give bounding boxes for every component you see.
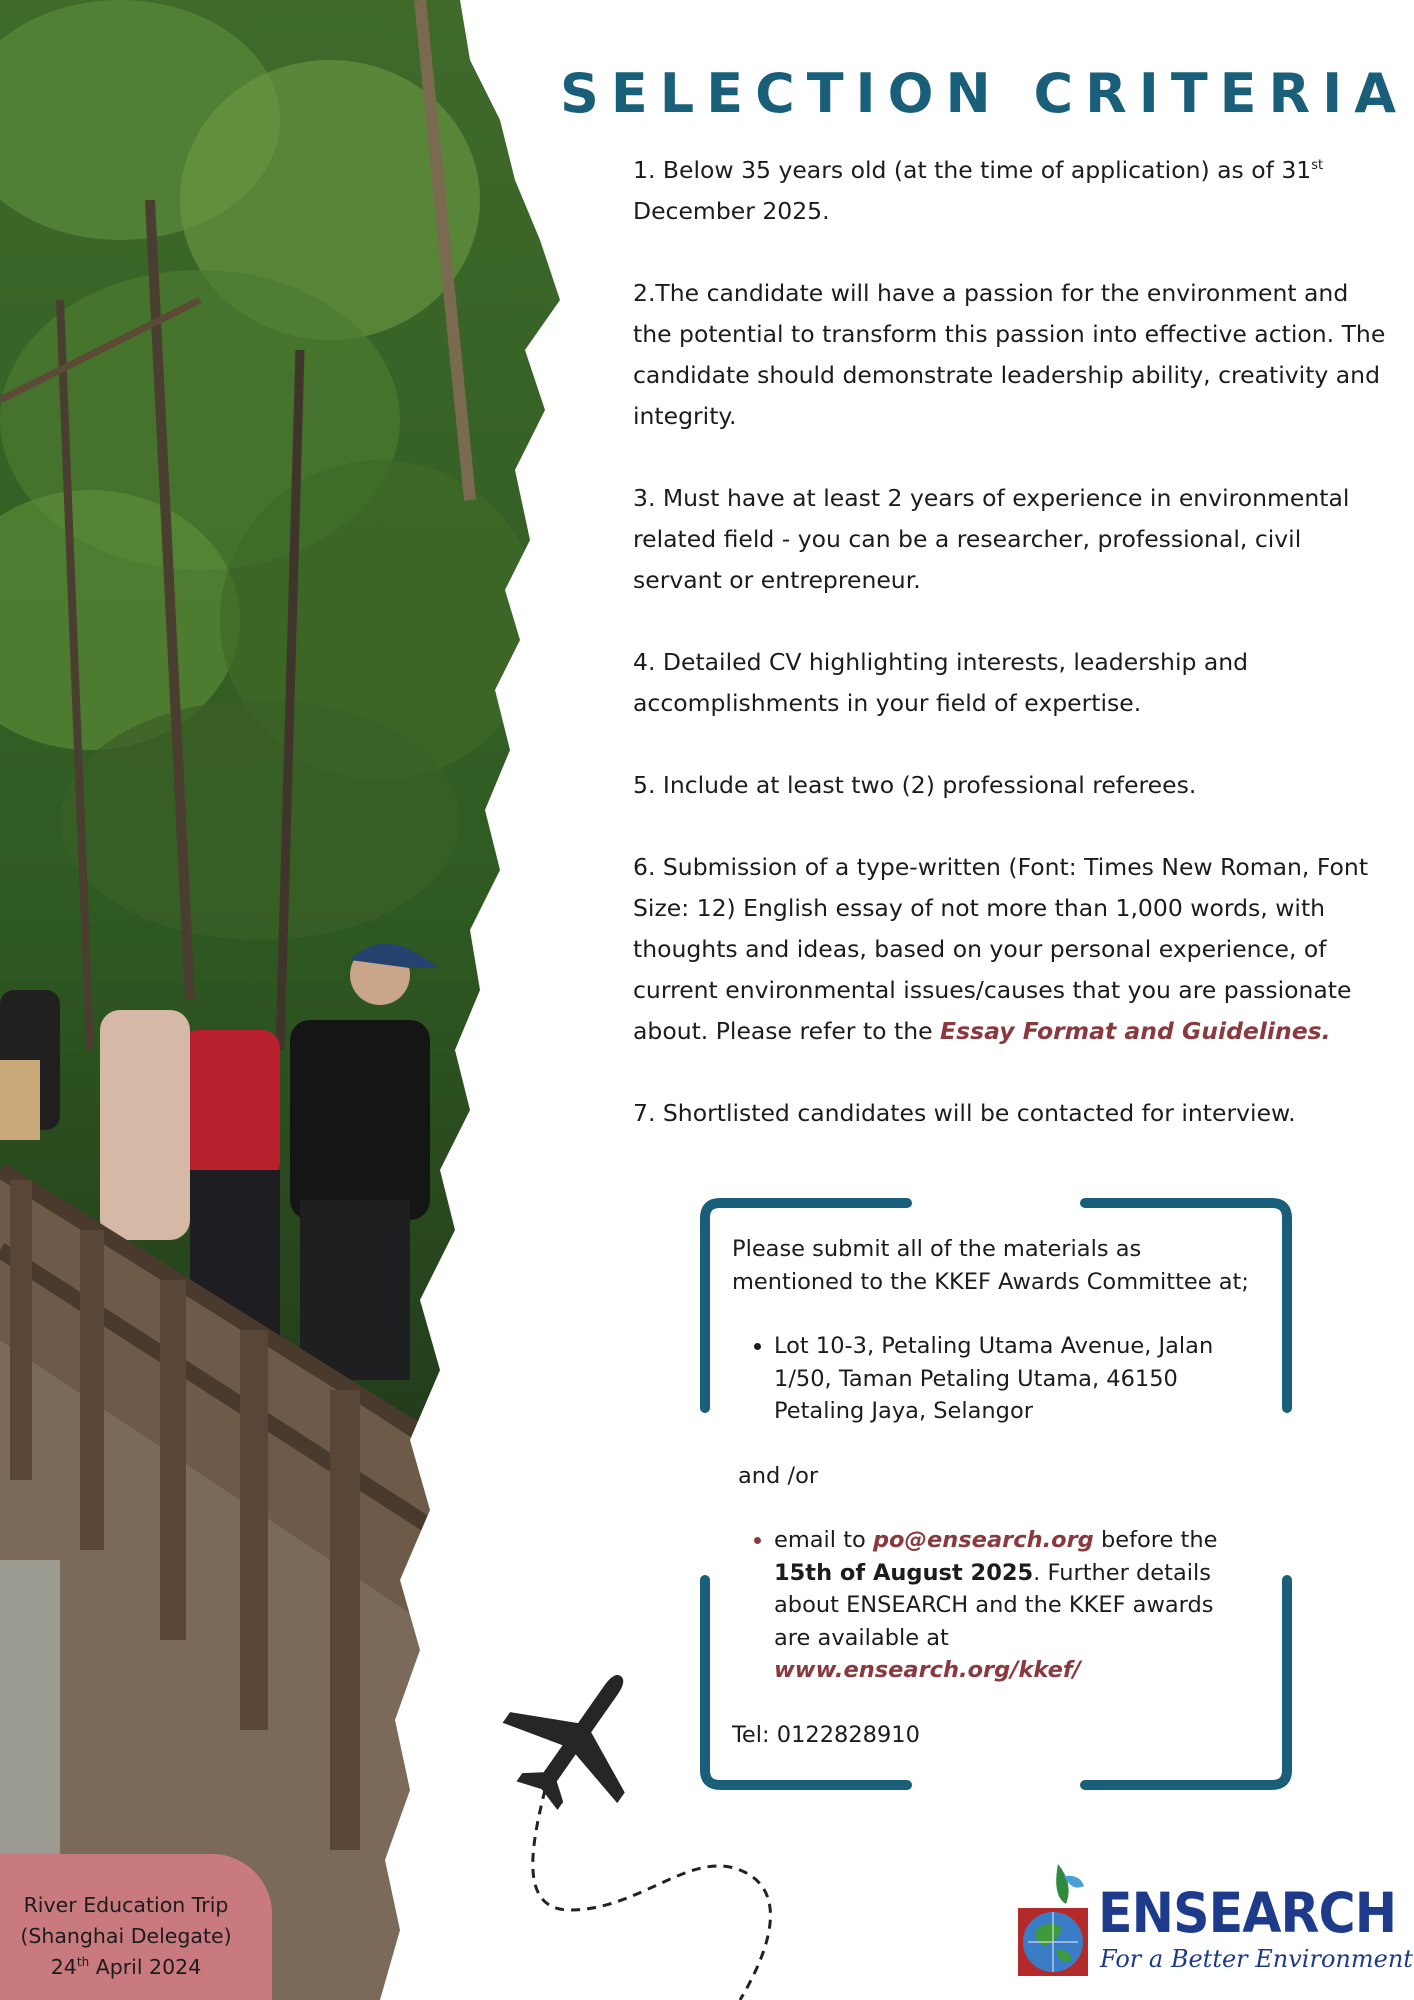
criteria-list	[633, 150, 1393, 1175]
email-link[interactable]: po@ensearch.org	[872, 1527, 1094, 1553]
website-link[interactable]: www.ensearch.org/kkef/	[774, 1657, 1081, 1683]
and-or-text: and /or	[738, 1462, 819, 1489]
telephone: Tel: 0122828910	[732, 1721, 920, 1748]
criterion-3: 3. Must have at least 2 years of experience in environmental related field - you can be a researcher, professional, civil servant or entrepreneur.	[633, 484, 1350, 594]
criterion-5: 5. Include at least two (2) professional referees.	[633, 771, 1197, 799]
logo-wordmark: ENSEARCH	[1098, 1881, 1397, 1945]
submission-details	[732, 1233, 1252, 1751]
email-instructions: • email to po@ensearch.org before the 15th of August 2025. Further details about ENSEARCH and the KKEF awards are available at www.ensearch.org/kkef/	[774, 1524, 1252, 1687]
criterion-2: 2.The candidate will have a passion for the environment and the potential to transform this passion into effective action. The candidate should demonstrate leadership ability, creativity and integrity.	[633, 279, 1386, 430]
criterion-7: 7. Shortlisted candidates will be contacted for interview.	[633, 1099, 1296, 1127]
deadline: 15th of August 2025	[774, 1559, 1034, 1586]
criterion-4: 4. Detailed CV highlighting interests, leadership and accomplishments in your field of expertise.	[633, 648, 1249, 717]
logo-tagline: For a Better Environment	[1100, 1945, 1413, 1973]
essay-guidelines-link[interactable]: Essay Format and Guidelines.	[940, 1017, 1331, 1045]
page-title: SELECTION CRITERIA	[560, 62, 1409, 125]
criterion-6: 6. Submission of a type-written (Font: Times New Roman, Font Size: 12) English essay of not more than 1,000 words, with thoughts and ideas, based on your personal experience, of current environmental issues/causes that you are passionate about. Please refer to the Essay Format and Guidelines.	[633, 853, 1369, 1045]
criterion-1: 1. Below 35 years old (at the time of application) as of 31st December 2025.	[633, 156, 1324, 225]
submission-intro: Please submit all of the materials as mentioned to the KKEF Awards Committee at;	[732, 1236, 1249, 1295]
flight-path-line	[500, 1790, 800, 2000]
photo-caption: River Education Trip (Shanghai Delegate) 24th April 2024	[20, 1893, 232, 1979]
office-address: • Lot 10-3, Petaling Utama Avenue, Jalan 1/50, Taman Petaling Utama, 46150 Petaling Jaya, Selangor	[774, 1330, 1252, 1428]
